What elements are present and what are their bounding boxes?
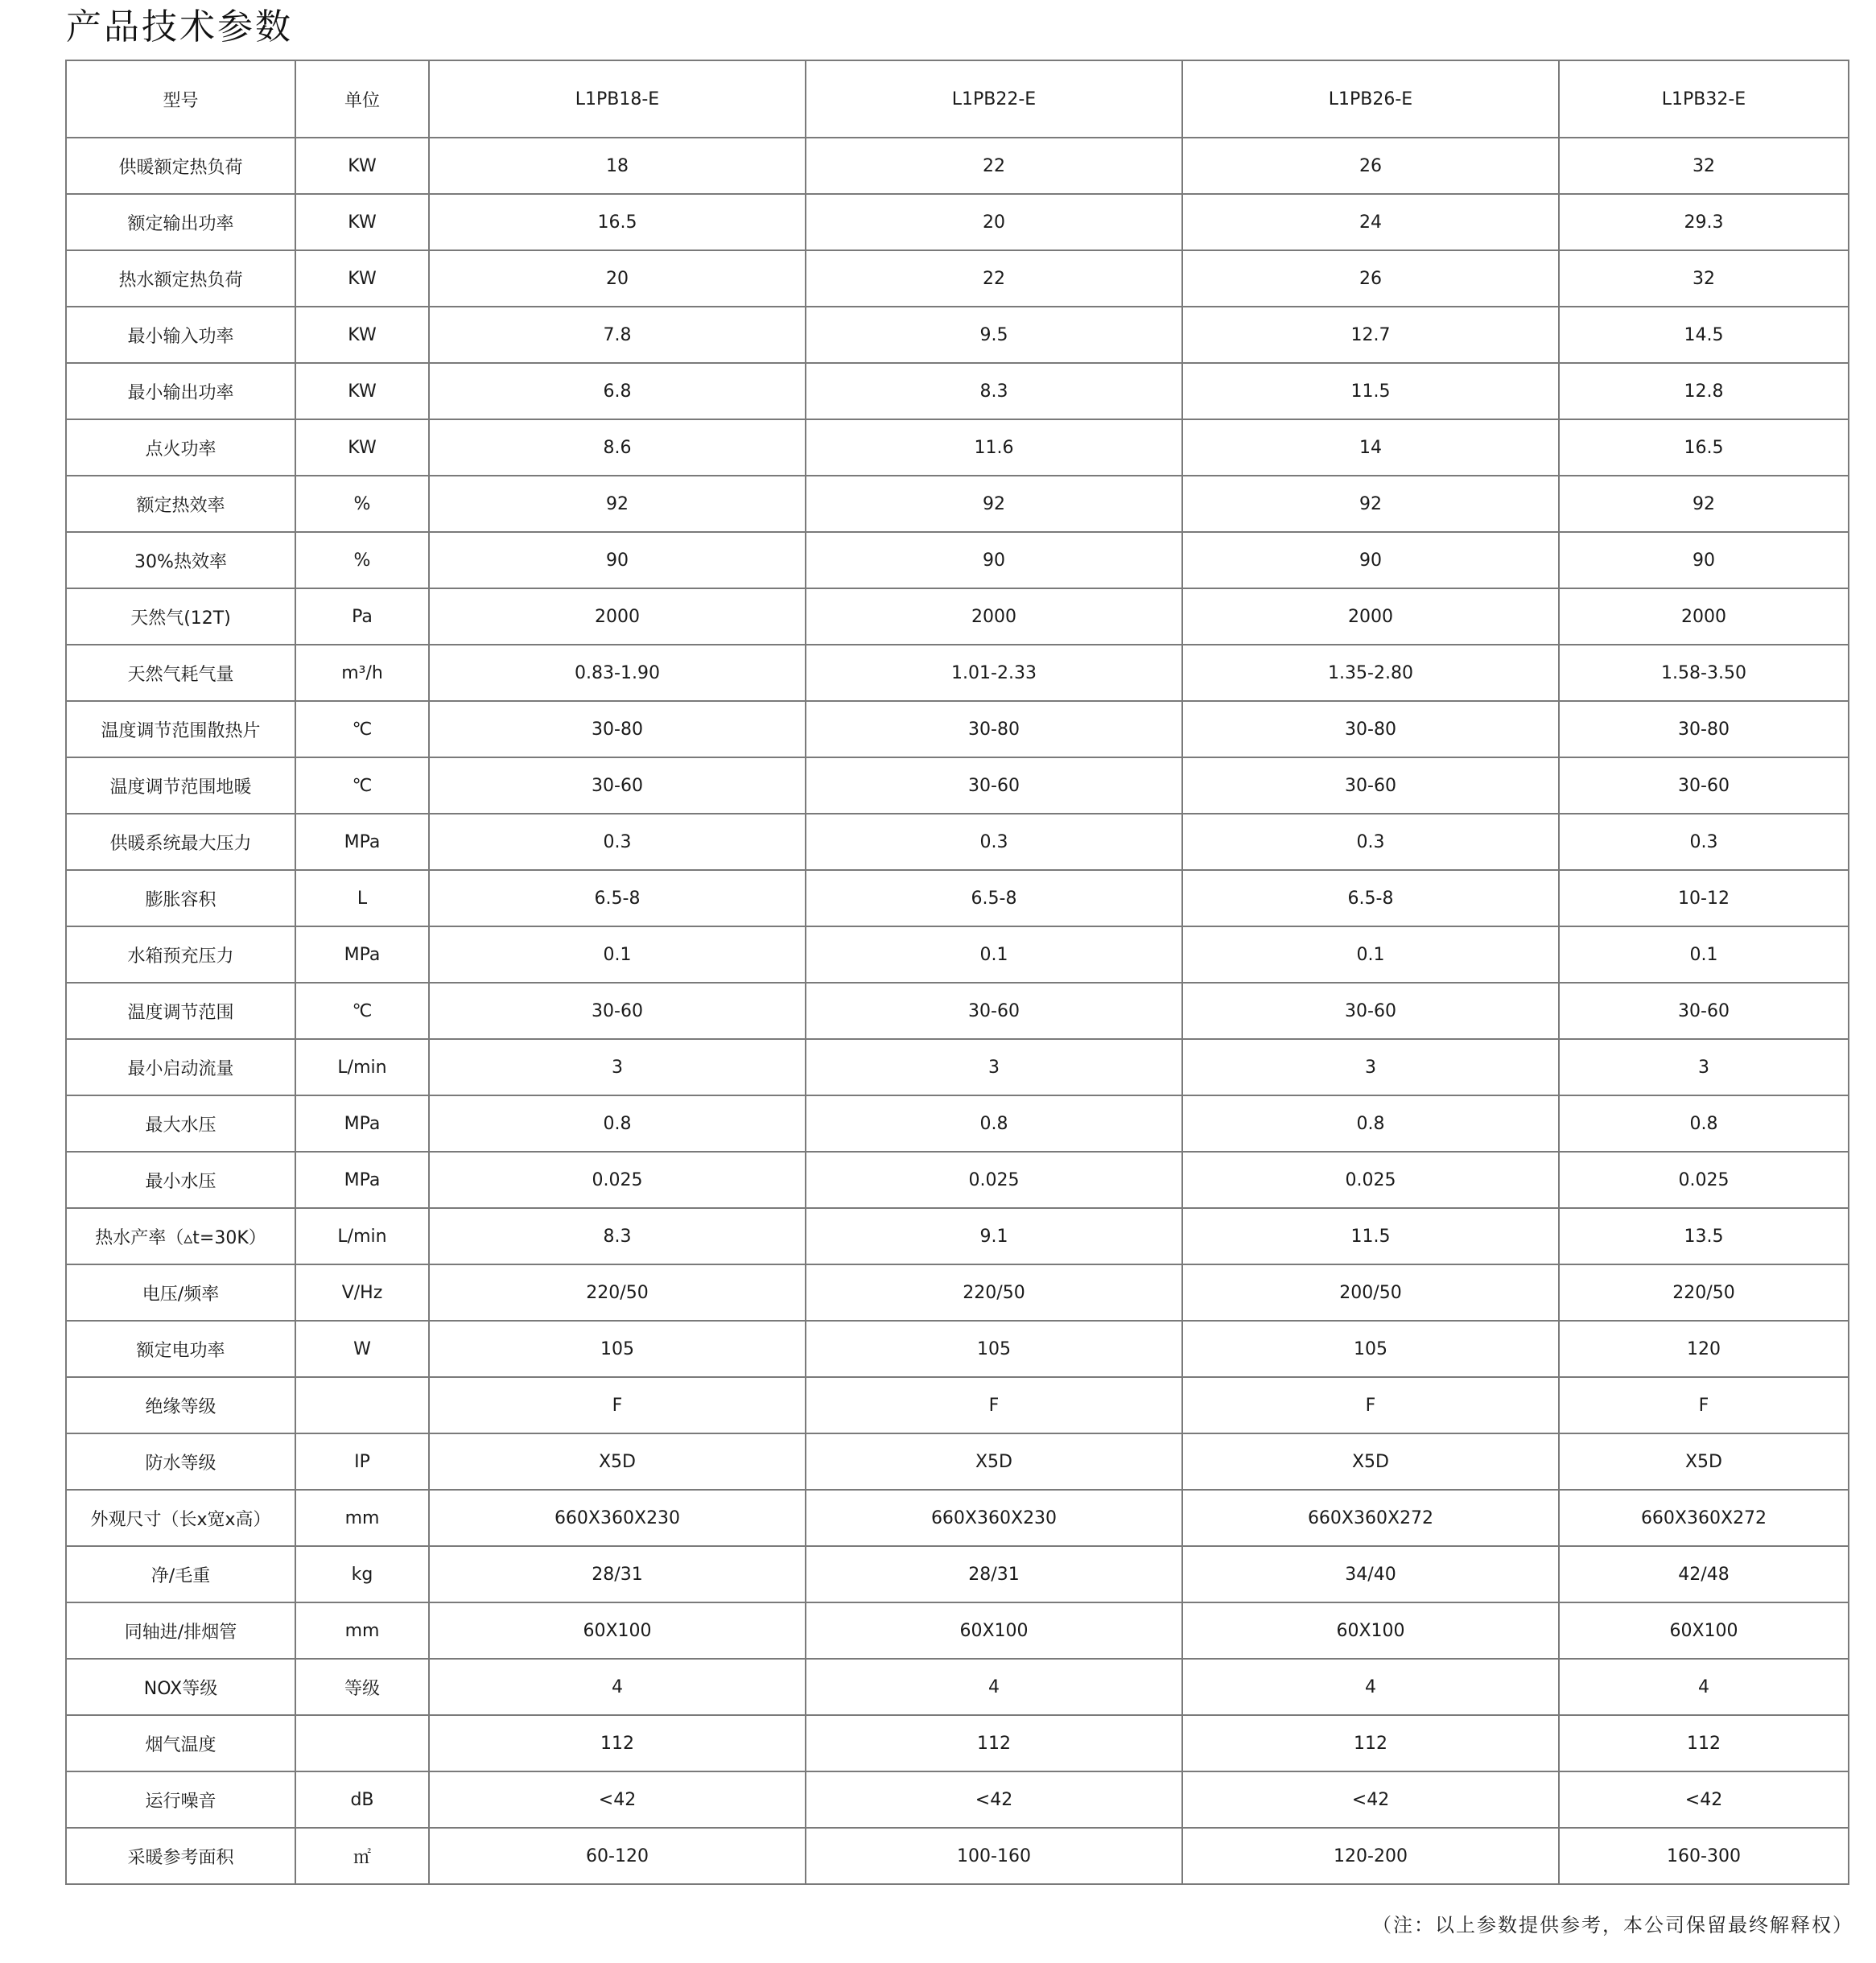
unit-cell: IP (295, 1433, 429, 1490)
value-cell: 6.5-8 (806, 870, 1182, 926)
value-cell: 112 (1559, 1715, 1849, 1771)
table-row (66, 1490, 1849, 1546)
param-cell: 电压/频率 (66, 1264, 295, 1321)
value-cell: 4 (429, 1659, 806, 1715)
value-cell: 7.8 (429, 307, 806, 363)
value-cell: 660X360X272 (1182, 1490, 1559, 1546)
value-cell: <42 (1559, 1771, 1849, 1828)
table-row (66, 1602, 1849, 1659)
value-cell: 30-60 (1182, 757, 1559, 814)
table-row (66, 1546, 1849, 1602)
value-cell: F (1559, 1377, 1849, 1433)
header-model: L1PB18-E (429, 60, 806, 138)
value-cell: 0.8 (1559, 1095, 1849, 1152)
value-cell: 1.01-2.33 (806, 645, 1182, 701)
param-cell: 最小启动流量 (66, 1039, 295, 1095)
unit-cell: L/min (295, 1208, 429, 1264)
table-row (66, 476, 1849, 532)
value-cell: 92 (429, 476, 806, 532)
param-cell: 烟气温度 (66, 1715, 295, 1771)
value-cell: 30-80 (806, 701, 1182, 757)
header-model: L1PB22-E (806, 60, 1182, 138)
value-cell: 11.6 (806, 419, 1182, 476)
value-cell: 0.1 (806, 926, 1182, 983)
value-cell: 30-80 (1182, 701, 1559, 757)
value-cell: 0.8 (806, 1095, 1182, 1152)
value-cell: 92 (1559, 476, 1849, 532)
header-model: L1PB26-E (1182, 60, 1559, 138)
table-row (66, 1659, 1849, 1715)
param-cell: 额定热效率 (66, 476, 295, 532)
param-cell: 30%热效率 (66, 532, 295, 588)
param-cell: 防水等级 (66, 1433, 295, 1490)
value-cell: 30-60 (429, 983, 806, 1039)
value-cell: 20 (429, 250, 806, 307)
spec-table (65, 60, 1849, 1885)
value-cell: 105 (429, 1321, 806, 1377)
param-cell: 温度调节范围 (66, 983, 295, 1039)
unit-cell: mm (295, 1490, 429, 1546)
value-cell: 20 (806, 194, 1182, 250)
value-cell: 42/48 (1559, 1546, 1849, 1602)
value-cell: 60X100 (806, 1602, 1182, 1659)
param-cell: 点火功率 (66, 419, 295, 476)
param-cell: 温度调节范围地暖 (66, 757, 295, 814)
value-cell: 26 (1182, 138, 1559, 194)
header-param: 型号 (66, 60, 295, 138)
unit-cell: Pa (295, 588, 429, 645)
value-cell: 0.025 (806, 1152, 1182, 1208)
value-cell: 0.3 (1559, 814, 1849, 870)
param-cell: 天然气(12T) (66, 588, 295, 645)
unit-cell: 等级 (295, 1659, 429, 1715)
value-cell: 0.025 (1182, 1152, 1559, 1208)
value-cell: 660X360X230 (806, 1490, 1182, 1546)
value-cell: 2000 (1559, 588, 1849, 645)
value-cell: 6.8 (429, 363, 806, 419)
value-cell: 4 (1559, 1659, 1849, 1715)
header-model: L1PB32-E (1559, 60, 1849, 138)
value-cell: 200/50 (1182, 1264, 1559, 1321)
unit-cell: KW (295, 419, 429, 476)
param-cell: 水箱预充压力 (66, 926, 295, 983)
value-cell: 32 (1559, 250, 1849, 307)
header-unit: 单位 (295, 60, 429, 138)
value-cell: 3 (1559, 1039, 1849, 1095)
unit-cell: KW (295, 194, 429, 250)
value-cell: 92 (806, 476, 1182, 532)
value-cell: 30-60 (1182, 983, 1559, 1039)
unit-cell (295, 1715, 429, 1771)
value-cell: 3 (429, 1039, 806, 1095)
table-row (66, 814, 1849, 870)
value-cell: 8.3 (429, 1208, 806, 1264)
value-cell: 29.3 (1559, 194, 1849, 250)
unit-cell: ㎡ (295, 1828, 429, 1884)
table-row (66, 588, 1849, 645)
value-cell: 0.3 (806, 814, 1182, 870)
param-cell: 天然气耗气量 (66, 645, 295, 701)
param-cell: NOX等级 (66, 1659, 295, 1715)
value-cell: 9.5 (806, 307, 1182, 363)
value-cell: X5D (806, 1433, 1182, 1490)
value-cell: 11.5 (1182, 363, 1559, 419)
value-cell: 660X360X230 (429, 1490, 806, 1546)
unit-cell: KW (295, 307, 429, 363)
unit-cell: ℃ (295, 983, 429, 1039)
value-cell: 100-160 (806, 1828, 1182, 1884)
param-cell: 额定输出功率 (66, 194, 295, 250)
unit-cell: KW (295, 363, 429, 419)
value-cell: 13.5 (1559, 1208, 1849, 1264)
value-cell: 30-60 (806, 983, 1182, 1039)
param-cell: 最小输出功率 (66, 363, 295, 419)
value-cell: 1.35-2.80 (1182, 645, 1559, 701)
unit-cell: MPa (295, 814, 429, 870)
table-row (66, 307, 1849, 363)
table-row (66, 757, 1849, 814)
table-row (66, 1264, 1849, 1321)
table-row (66, 363, 1849, 419)
table-row (66, 1433, 1849, 1490)
value-cell: 3 (1182, 1039, 1559, 1095)
value-cell: 3 (806, 1039, 1182, 1095)
unit-cell: ℃ (295, 701, 429, 757)
table-row (66, 1095, 1849, 1152)
footnote: （注：以上参数提供参考，本公司保留最终解释权） (1372, 1914, 1853, 1936)
value-cell: 9.1 (806, 1208, 1182, 1264)
unit-cell: % (295, 476, 429, 532)
value-cell: 14.5 (1559, 307, 1849, 363)
table-row (66, 1377, 1849, 1433)
param-cell: 同轴进/排烟管 (66, 1602, 295, 1659)
value-cell: X5D (1182, 1433, 1559, 1490)
value-cell: 0.025 (429, 1152, 806, 1208)
value-cell: 60X100 (1559, 1602, 1849, 1659)
param-cell: 膨胀容积 (66, 870, 295, 926)
param-cell: 温度调节范围散热片 (66, 701, 295, 757)
value-cell: 28/31 (429, 1546, 806, 1602)
param-cell: 最大水压 (66, 1095, 295, 1152)
value-cell: 112 (429, 1715, 806, 1771)
value-cell: F (806, 1377, 1182, 1433)
unit-cell: KW (295, 250, 429, 307)
value-cell: 112 (806, 1715, 1182, 1771)
unit-cell: V/Hz (295, 1264, 429, 1321)
value-cell: 90 (429, 532, 806, 588)
value-cell: 11.5 (1182, 1208, 1559, 1264)
value-cell: X5D (1559, 1433, 1849, 1490)
unit-cell: MPa (295, 1152, 429, 1208)
value-cell: 220/50 (806, 1264, 1182, 1321)
value-cell: 0.3 (1182, 814, 1559, 870)
value-cell: 34/40 (1182, 1546, 1559, 1602)
value-cell: 2000 (806, 588, 1182, 645)
value-cell: 16.5 (429, 194, 806, 250)
value-cell: 16.5 (1559, 419, 1849, 476)
value-cell: 12.8 (1559, 363, 1849, 419)
unit-cell: dB (295, 1771, 429, 1828)
value-cell: 8.6 (429, 419, 806, 476)
value-cell: 30-60 (806, 757, 1182, 814)
table-row (66, 1828, 1849, 1884)
unit-cell: MPa (295, 1095, 429, 1152)
value-cell: 4 (806, 1659, 1182, 1715)
value-cell: <42 (1182, 1771, 1559, 1828)
value-cell: 18 (429, 138, 806, 194)
value-cell: 26 (1182, 250, 1559, 307)
value-cell: 105 (1182, 1321, 1559, 1377)
value-cell: 4 (1182, 1659, 1559, 1715)
param-cell: 供暖系统最大压力 (66, 814, 295, 870)
table-row (66, 1152, 1849, 1208)
value-cell: 0.83-1.90 (429, 645, 806, 701)
unit-cell: MPa (295, 926, 429, 983)
value-cell: 160-300 (1559, 1828, 1849, 1884)
value-cell: 14 (1182, 419, 1559, 476)
table-row (66, 1208, 1849, 1264)
value-cell: <42 (806, 1771, 1182, 1828)
value-cell: 10-12 (1559, 870, 1849, 926)
value-cell: 0.8 (429, 1095, 806, 1152)
param-cell: 供暖额定热负荷 (66, 138, 295, 194)
table-row (66, 1715, 1849, 1771)
table-row (66, 1039, 1849, 1095)
param-cell: 绝缘等级 (66, 1377, 295, 1433)
value-cell: 30-80 (1559, 701, 1849, 757)
unit-cell: W (295, 1321, 429, 1377)
table-row (66, 701, 1849, 757)
param-cell: 运行噪音 (66, 1771, 295, 1828)
table-row (66, 532, 1849, 588)
value-cell: <42 (429, 1771, 806, 1828)
value-cell: 105 (806, 1321, 1182, 1377)
unit-cell: ℃ (295, 757, 429, 814)
table-row (66, 1771, 1849, 1828)
value-cell: 2000 (429, 588, 806, 645)
value-cell: 92 (1182, 476, 1559, 532)
value-cell: 90 (1182, 532, 1559, 588)
param-cell: 热水产率（▵t=30K） (66, 1208, 295, 1264)
value-cell: 30-60 (1559, 983, 1849, 1039)
table-row (66, 419, 1849, 476)
value-cell: 22 (806, 250, 1182, 307)
value-cell: 6.5-8 (429, 870, 806, 926)
table-row (66, 194, 1849, 250)
value-cell: 120 (1559, 1321, 1849, 1377)
table-row (66, 645, 1849, 701)
table-row (66, 926, 1849, 983)
value-cell: 0.8 (1182, 1095, 1559, 1152)
value-cell: 2000 (1182, 588, 1559, 645)
unit-cell: m³/h (295, 645, 429, 701)
value-cell: 660X360X272 (1559, 1490, 1849, 1546)
value-cell: 0.1 (1182, 926, 1559, 983)
param-cell: 最小水压 (66, 1152, 295, 1208)
param-cell: 净/毛重 (66, 1546, 295, 1602)
value-cell: 60-120 (429, 1828, 806, 1884)
value-cell: 30-80 (429, 701, 806, 757)
table-header-row (66, 60, 1849, 138)
unit-cell: % (295, 532, 429, 588)
table-row (66, 250, 1849, 307)
unit-cell: L/min (295, 1039, 429, 1095)
param-cell: 采暖参考面积 (66, 1828, 295, 1884)
param-cell: 热水额定热负荷 (66, 250, 295, 307)
value-cell: 8.3 (806, 363, 1182, 419)
value-cell: 24 (1182, 194, 1559, 250)
value-cell: 30-60 (1559, 757, 1849, 814)
value-cell: 28/31 (806, 1546, 1182, 1602)
table-row (66, 983, 1849, 1039)
value-cell: 120-200 (1182, 1828, 1559, 1884)
value-cell: 0.1 (1559, 926, 1849, 983)
value-cell: 12.7 (1182, 307, 1559, 363)
value-cell: 90 (806, 532, 1182, 588)
unit-cell (295, 1377, 429, 1433)
table-row (66, 1321, 1849, 1377)
param-cell: 外观尺寸（长x宽x高） (66, 1490, 295, 1546)
value-cell: 0.025 (1559, 1152, 1849, 1208)
param-cell: 额定电功率 (66, 1321, 295, 1377)
param-cell: 最小输入功率 (66, 307, 295, 363)
value-cell: X5D (429, 1433, 806, 1490)
value-cell: 1.58-3.50 (1559, 645, 1849, 701)
value-cell: F (429, 1377, 806, 1433)
table-row (66, 870, 1849, 926)
value-cell: 0.1 (429, 926, 806, 983)
unit-cell: L (295, 870, 429, 926)
value-cell: 90 (1559, 532, 1849, 588)
value-cell: 30-60 (429, 757, 806, 814)
value-cell: 112 (1182, 1715, 1559, 1771)
table-row (66, 138, 1849, 194)
unit-cell: kg (295, 1546, 429, 1602)
value-cell: 220/50 (429, 1264, 806, 1321)
unit-cell: KW (295, 138, 429, 194)
unit-cell: mm (295, 1602, 429, 1659)
value-cell: 60X100 (429, 1602, 806, 1659)
value-cell: 0.3 (429, 814, 806, 870)
value-cell: F (1182, 1377, 1559, 1433)
value-cell: 32 (1559, 138, 1849, 194)
page-title: 产品技术参数 (66, 6, 293, 47)
value-cell: 60X100 (1182, 1602, 1559, 1659)
value-cell: 22 (806, 138, 1182, 194)
value-cell: 220/50 (1559, 1264, 1849, 1321)
value-cell: 6.5-8 (1182, 870, 1559, 926)
